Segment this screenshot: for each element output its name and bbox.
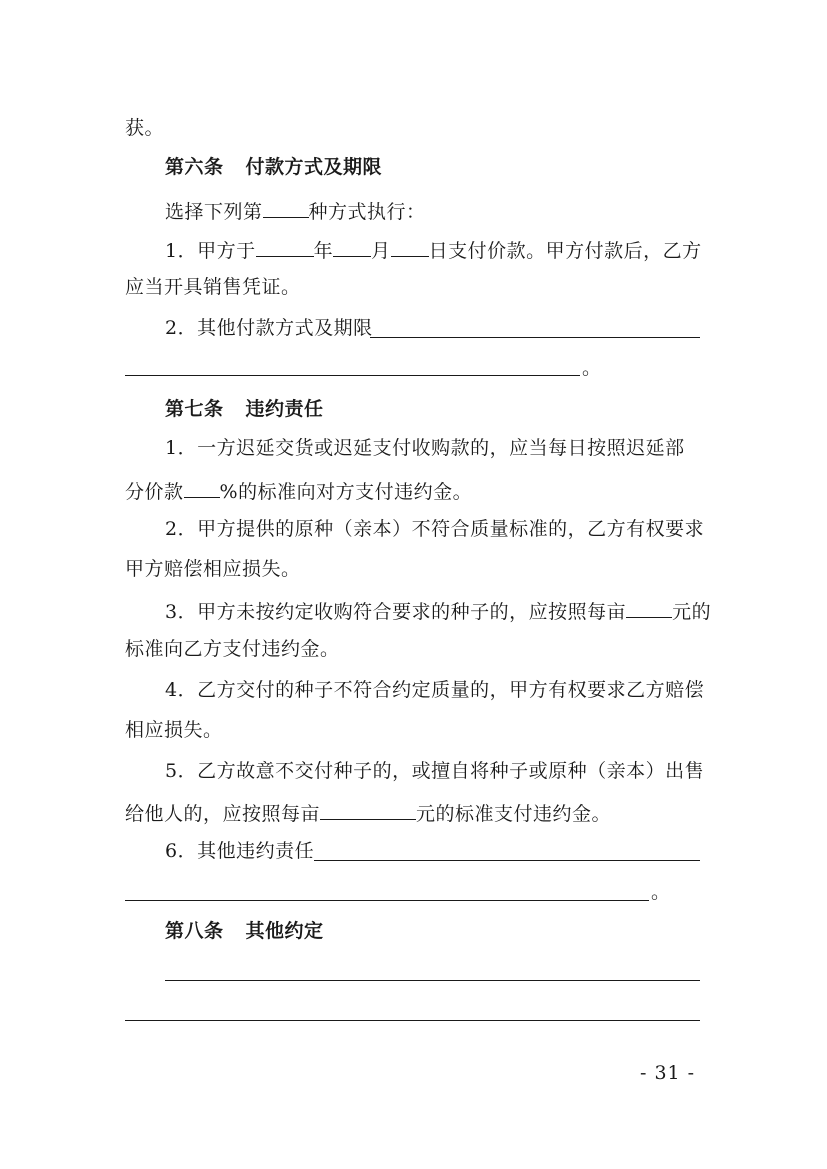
text-line xyxy=(651,880,671,904)
text-fragment: 种方式执行： xyxy=(308,201,426,223)
text-line xyxy=(165,436,700,460)
text-line xyxy=(165,759,705,783)
text-fragment: 3．甲方未按约定收购符合要求的种子的，应按照每亩 xyxy=(165,601,627,623)
text-line xyxy=(165,678,705,702)
text-fragment: 标准向乙方支付违约金。 xyxy=(125,638,340,660)
text-line xyxy=(125,637,700,661)
text-fragment: 获。 xyxy=(125,117,165,139)
section-heading-7 xyxy=(165,397,700,421)
section-title: 其他约定 xyxy=(245,920,324,942)
fill-blank-percent[interactable] xyxy=(184,477,220,498)
text-fragment: 元的标准支付违约金。 xyxy=(416,803,612,825)
text-line xyxy=(125,718,700,742)
section-heading-6 xyxy=(165,155,700,179)
fill-blank-year[interactable] xyxy=(256,236,314,257)
text-fragment: 。 xyxy=(651,881,671,903)
fill-line[interactable] xyxy=(165,980,700,981)
fill-line[interactable] xyxy=(125,375,580,376)
page-number: - 31 - xyxy=(640,1062,696,1084)
fill-blank-day[interactable] xyxy=(391,236,429,257)
fill-blank-month[interactable] xyxy=(333,236,371,257)
text-fragment: 1．一方迟延交货或迟延支付收购款的，应当每日按照迟延部 xyxy=(165,437,685,459)
section-title: 付款方式及期限 xyxy=(245,156,383,178)
fill-line[interactable] xyxy=(125,1020,700,1021)
fill-line[interactable] xyxy=(125,900,649,901)
text-fragment: 日支付价款。甲方付款后，乙方 xyxy=(428,240,702,262)
text-fragment: 年 xyxy=(313,240,334,262)
text-fragment: 2．其他付款方式及期限 xyxy=(165,317,373,339)
text-line xyxy=(125,116,700,140)
text-fragment: 选择下列第 xyxy=(165,201,263,223)
text-line xyxy=(125,557,700,581)
text-line xyxy=(165,197,700,224)
text-fragment: 甲方赔偿相应损失。 xyxy=(125,558,301,580)
fill-line[interactable] xyxy=(314,860,700,861)
text-fragment: 5．乙方故意不交付种子的，或擅自将种子或原种（亲本）出售 xyxy=(165,760,705,782)
text-line xyxy=(165,517,705,541)
fill-blank-amount[interactable] xyxy=(320,799,416,820)
text-fragment: 分价款 xyxy=(125,481,184,503)
text-fragment: 。 xyxy=(582,357,602,379)
text-fragment: 元的 xyxy=(672,601,712,623)
text-line xyxy=(125,477,700,504)
fill-line[interactable] xyxy=(370,337,700,338)
fill-blank[interactable] xyxy=(263,197,309,218)
text-fragment: 给他人的，应按照每亩 xyxy=(125,803,321,825)
text-line xyxy=(125,799,700,826)
fill-blank-amount[interactable] xyxy=(626,597,672,618)
section-number: 第七条 xyxy=(165,398,224,420)
section-number: 第八条 xyxy=(165,920,224,942)
text-fragment: 1．甲方于 xyxy=(165,240,256,262)
text-fragment: %的标准向对方支付违约金。 xyxy=(219,481,473,503)
text-fragment: 6．其他违约责任 xyxy=(165,840,315,862)
text-line xyxy=(165,597,712,624)
text-line xyxy=(165,236,700,263)
text-line xyxy=(582,356,602,380)
text-fragment: 4．乙方交付的种子不符合约定质量的，甲方有权要求乙方赔偿 xyxy=(165,679,705,701)
section-number: 第六条 xyxy=(165,156,224,178)
text-fragment: 应当开具销售凭证。 xyxy=(125,276,301,298)
text-line xyxy=(125,275,700,299)
section-heading-8 xyxy=(165,919,700,943)
text-fragment: 月 xyxy=(371,240,391,262)
text-fragment: 2．甲方提供的原种（亲本）不符合质量标准的，乙方有权要求 xyxy=(165,518,705,540)
section-title: 违约责任 xyxy=(245,398,324,420)
text-fragment: 相应损失。 xyxy=(125,719,223,741)
